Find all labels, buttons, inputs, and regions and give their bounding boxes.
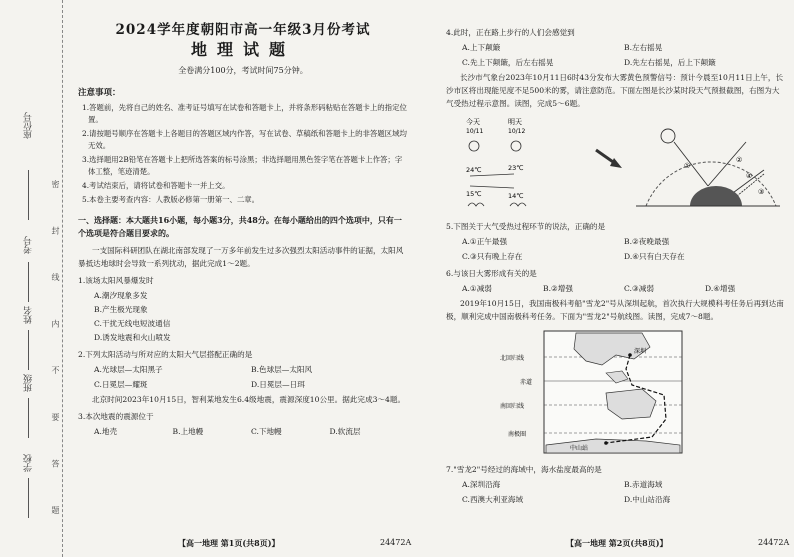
q6-options [446,282,786,295]
q1-option-c[interactable]: C.干扰无线电短波通信 [94,319,171,328]
q7-options-row2 [446,493,786,506]
class-label: 班级 [24,374,34,392]
q7-option-d[interactable]: D.中山站沿海 [624,495,671,504]
binding-strip [0,0,63,557]
q7-options-row1 [446,478,786,491]
q2-option-c[interactable]: C.日冕层—耀斑 [94,380,148,389]
q2-option-d[interactable]: D.日冕层—日珥 [251,380,305,389]
q6-option-d[interactable]: D.④增强 [705,284,736,293]
station-point [604,441,608,445]
forecast-date2: 10/12 [508,128,526,135]
start-point [628,353,632,357]
seat-label: 座位号 [24,112,34,139]
low-temp-line [470,186,514,188]
q2-option-b[interactable]: B.色球层—太阳风 [251,365,313,374]
right-column [446,22,786,508]
exam-no-label: 考号 [24,236,34,254]
left-column [78,22,408,440]
q3-stem: 3.本次地震的震源位于 [78,412,154,421]
q4-option-a[interactable]: A.上下颠簸 [462,43,501,52]
label-3: ③ [758,188,765,196]
q2-options-row2 [78,378,408,391]
q6-option-c[interactable]: C.③减弱 [624,284,654,293]
intro-q3-4: 北京时间2023年10月15日，智利某地发生6.4级地震，震源深度10公里。据此完成3～4题。 [92,395,406,404]
route-map [446,329,786,457]
q1-option-d[interactable]: D.诱发地震和火山喷发 [94,333,171,342]
q5-options-row1 [446,235,786,248]
name-line [28,330,29,370]
q6-option-b[interactable]: B.②增强 [543,284,573,293]
high-temp-line [470,174,514,176]
q1-option-b[interactable]: B.产生极光现象 [94,305,148,314]
exam-title: 2024学年度朝阳市高一年级3月份考试 [115,22,371,38]
label-4: ④ [746,172,753,180]
exam-info: 全卷满分100分，考试时间75分钟。 [178,66,308,75]
q2-stem: 2.下列太阳活动与所对应的太阳大气层搭配正确的是 [78,350,253,359]
seat-line [28,170,29,220]
forecast-low2: 14℃ [508,192,524,200]
q4-options-row2 [446,56,786,69]
q1-stem: 1.该场太阳风暴爆发时 [78,276,154,285]
note-item: 2.请按题号顺序在答题卡上各题目的答题区域内作答，写在试卷、草稿纸和答题卡上的非答题区域均无效。 [82,129,407,150]
q4-options-row1 [446,41,786,54]
forecast-day1: 今天 [466,118,480,126]
note-item: 5.本卷主要考查内容：人教版必修第一册第一、二章。 [82,195,260,204]
q3-option-d[interactable]: D.软流层 [329,427,361,436]
forecast-high1: 24℃ [466,166,482,174]
q3-option-c[interactable]: C.下地幔 [251,427,282,436]
note-item: 1.答题前，先将自己的姓名、准考证号填写在试卷和答题卡上，并将条形码粘贴在答题卡上的指定位置。 [82,103,407,124]
label-equator: 赤道 [520,379,533,386]
q7-option-b[interactable]: B.赤道海域 [624,480,663,489]
label-shenzhen: 深圳 [634,348,647,355]
intro-q7-8: 2019年10月15日，我国南极科考船"雪龙2"号从深圳起航，首次执行大规模科考任务后再到达南极，顺利完成中国南极科考任务。下面为"雪龙2"号航线图。读图，完成7～8题。 [446,299,784,321]
class-line [28,398,29,438]
q5-option-c[interactable]: C.③只有晚上存在 [462,252,523,261]
footer-right-title: 【高一地理 第2页(共8页)】 [566,538,668,548]
q4-option-d[interactable]: D.先左右摇晃，后上下颠簸 [624,58,716,67]
cloud-icon [468,203,484,206]
arrow-2 [708,142,746,186]
school-label: 学校 [24,454,34,472]
note-item: 3.选择题用2B铅笔在答题卡上把所选答案的标号涂黑；非选择题用黑色签字笔在答题卡上作答；字体工整，笔迹清楚。 [82,155,403,176]
forecast-day2: 明天 [508,118,522,126]
school-line [28,478,29,518]
forecast-date1: 10/11 [466,128,484,135]
q3-option-a[interactable]: A.地壳 [94,427,118,436]
seal-text: 密 封 线 内 不 要 答 题 [51,180,60,532]
weather-heating-diagram [446,114,786,214]
q2-option-a[interactable]: A.光球层—太阳黑子 [94,365,163,374]
sun-icon [469,141,479,151]
route-map-svg [446,329,786,457]
q7-stem: 7."雪龙2"号经过的海域中，海水盐度最高的是 [446,465,602,474]
arrow-1 [674,142,708,186]
q6-stem: 6.与该日大雾形成有关的是 [446,269,537,278]
notes-heading: 注意事项： [78,88,121,98]
q7-option-a[interactable]: A.深圳沿海 [462,480,501,489]
exam-no-line [28,262,29,302]
footer-left-code: 24472A [380,538,412,547]
sun-icon [661,129,675,143]
label-antarctic-circle: 南极圈 [508,431,527,438]
section-heading: 一、选择题：本大题共16小题，每小题3分，共48分。在每小题给出的四个选项中，只有一个选项是符合题目要求的。 [78,215,402,238]
forecast-low1: 15℃ [466,190,482,198]
q4-option-b[interactable]: B.左右摇晃 [624,43,663,52]
q5-option-d[interactable]: D.④只有白天存在 [624,252,685,261]
q1-option-a[interactable]: A.潮汐现象多发 [94,291,148,300]
name-label: 姓名 [24,306,34,324]
cloud-icon [510,203,526,206]
q3-option-b[interactable]: B.上地幔 [172,427,204,436]
label-tropic-cancer: 北回归线 [500,355,525,362]
sun-icon [511,141,521,151]
q5-options-row2 [446,250,786,263]
q4-option-c[interactable]: C.先上下颠簸，后左右摇晃 [462,58,554,67]
footer-right-code: 24472A [758,538,790,547]
q5-option-b[interactable]: B.②夜晚最强 [624,237,670,246]
label-2: ② [736,156,743,164]
subject-title: 地理试题 [190,40,295,59]
ground-surface [690,186,742,206]
q4-stem: 4.此时，正在路上步行的人们会感觉到 [446,28,575,37]
q7-option-c[interactable]: C.西澳大利亚海域 [462,495,524,504]
label-zhongshan-station: 中山站 [570,445,589,452]
footer-left-title: 【高一地理 第1页(共8页)】 [178,538,280,548]
q6-option-a[interactable]: A.①减弱 [462,284,492,293]
q2-options-row1 [78,363,408,376]
intro-q5-6: 长沙市气象台2023年10月11日6时43分发布大雾黄色预警信号：预计今晨至10月11日上午，长沙市区将出现能见度不足500米的雾，请注意防范。下面左图是长沙某时段天气预报截图，右图为大气受热过程示意图。读图，完成5～6题。 [446,73,784,108]
q5-option-a[interactable]: A.①正午最强 [462,237,508,246]
q3-options [78,425,408,438]
forecast-high2: 23℃ [508,164,524,172]
intro-q1-2: 一支国际科研团队在湖北南部发现了一万多年前发生过多次强烈太阳活动事件的证据，太阳风暴抵达地球时会导致一系列扰动，据此完成1～2题。 [78,246,404,268]
label-tropic-capricorn: 南回归线 [500,403,525,410]
weather-heating-svg [446,114,786,214]
label-1: ① [684,162,691,170]
note-item: 4.考试结束后，请将试卷和答题卡一并上交。 [82,181,230,190]
q5-stem: 5.下图关于大气受热过程环节的说法，正确的是 [446,222,606,231]
